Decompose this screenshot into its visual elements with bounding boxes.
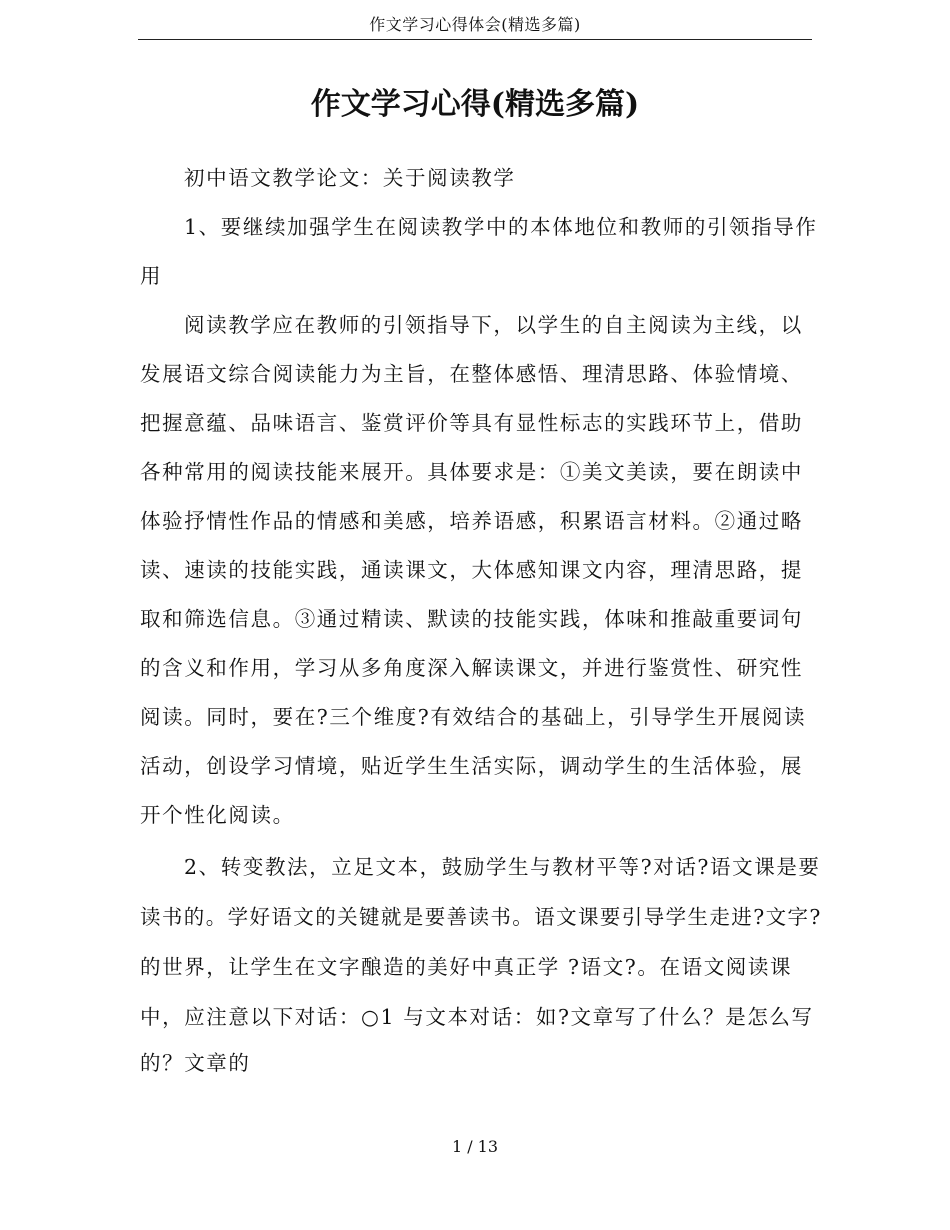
header-divider xyxy=(138,39,812,40)
body-line: 的含义和作用，学习从多角度深入解读课文，并进行鉴赏性、研究性 xyxy=(140,656,803,680)
body-line: 取和筛选信息。③通过精读、默读的技能实践，体味和推敲重要词句 xyxy=(140,607,803,631)
body-line: 发展语文综合阅读能力为主旨，在整体感悟、理清思路、体验情境、 xyxy=(140,362,803,386)
body-line: 阅读教学应在教师的引领指导下，以学生的自主阅读为主线，以 xyxy=(184,313,803,337)
running-header: 作文学习心得体会(精选多篇) xyxy=(369,15,581,34)
body-line: 阅读。同时，要在?三个维度?有效结合的基础上，引导学生开展阅读 xyxy=(140,705,807,729)
body-line: 读书的。学好语文的关键就是要善读书。语文课要引导学生走进?文字? xyxy=(140,905,822,929)
body-line: 1、要继续加强学生在阅读教学中的本体地位和教师的引领指导作 xyxy=(184,215,818,239)
body-line: 用 xyxy=(140,264,163,288)
body-line: 开个性化阅读。 xyxy=(140,803,295,827)
body-line: 的？文章的 xyxy=(140,1051,251,1075)
body-line: 的世界，让学生在文字酿造的美好中真正学 ?语文?。在语文阅读课 xyxy=(140,955,793,979)
body-line: 2、转变教法，立足文本，鼓励学生与教材平等?对话?语文课是要 xyxy=(184,855,821,879)
body-line: 各种常用的阅读技能来展开。具体要求是：①美文美读，要在朗读中 xyxy=(140,460,803,484)
body-line: 读、速读的技能实践，通读课文，大体感知课文内容，理清思路，提 xyxy=(140,558,803,582)
body-line: 把握意蕴、品味语言、鉴赏评价等具有显性标志的实践环节上，借助 xyxy=(140,411,803,435)
body-line: 体验抒情性作品的情感和美感，培养语感，积累语言材料。②通过略 xyxy=(140,509,803,533)
page-number: 1 / 13 xyxy=(451,1137,499,1156)
body-line: 活动，创设学习情境，贴近学生生活实际，调动学生的生活体验，展 xyxy=(140,754,803,778)
body-line: 中，应注意以下对话：○1 与文本对话：如?文章写了什么？是怎么写 xyxy=(140,1005,814,1029)
document-title: 作文学习心得(精选多篇) xyxy=(310,87,640,122)
body-line: 初中语文教学论文：关于阅读教学 xyxy=(184,166,516,190)
